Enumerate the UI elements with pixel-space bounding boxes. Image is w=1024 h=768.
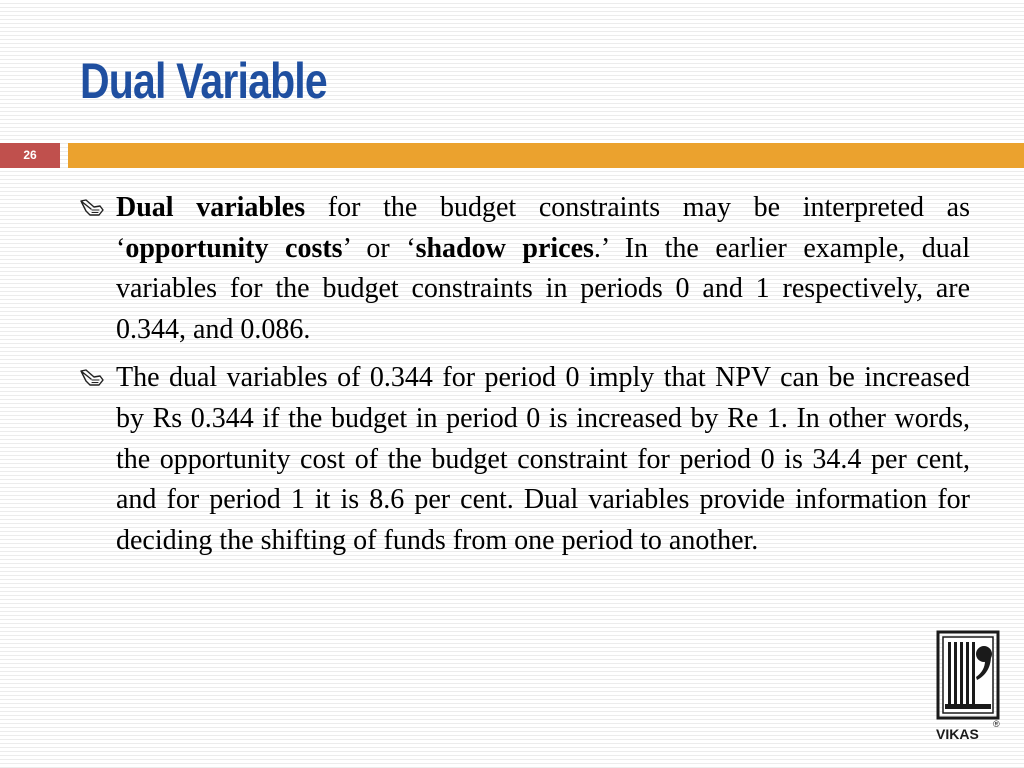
- bullet-item: [80, 358, 970, 561]
- slide-content: [80, 188, 970, 569]
- registered-mark: ®: [993, 719, 1000, 729]
- accent-bar: [68, 143, 1024, 168]
- bullet-item: [80, 188, 970, 350]
- vikas-logo-icon: [936, 630, 1000, 720]
- slide-number: 26: [0, 143, 60, 168]
- slide-title: Dual Variable: [80, 53, 327, 109]
- writing-hand-icon: [80, 197, 104, 219]
- bullet-text: Dual variables for the budget constraints may be interpreted as ‘opportunity costs’ or ‘shadow prices.’ In the earlier example, dual variables for the budget constraints in periods 0 and 1 respectively, are 0.344, and 0.086.: [116, 192, 970, 345]
- bullet-text: The dual variables of 0.344 for period 0 imply that NPV can be increased by Rs 0.344 if the budget in period 0 is increased by Re 1. In other words, the opportunity cost of the budget constraint for period 0 is 34.4 per cent, and for period 1 it is 8.6 per cent. Dual variables provide information for deciding the shifting of funds from one period to another.: [116, 362, 970, 556]
- publisher-logo: [936, 630, 1000, 750]
- logo-text: VIKAS: [936, 726, 979, 742]
- writing-hand-icon: [80, 367, 104, 389]
